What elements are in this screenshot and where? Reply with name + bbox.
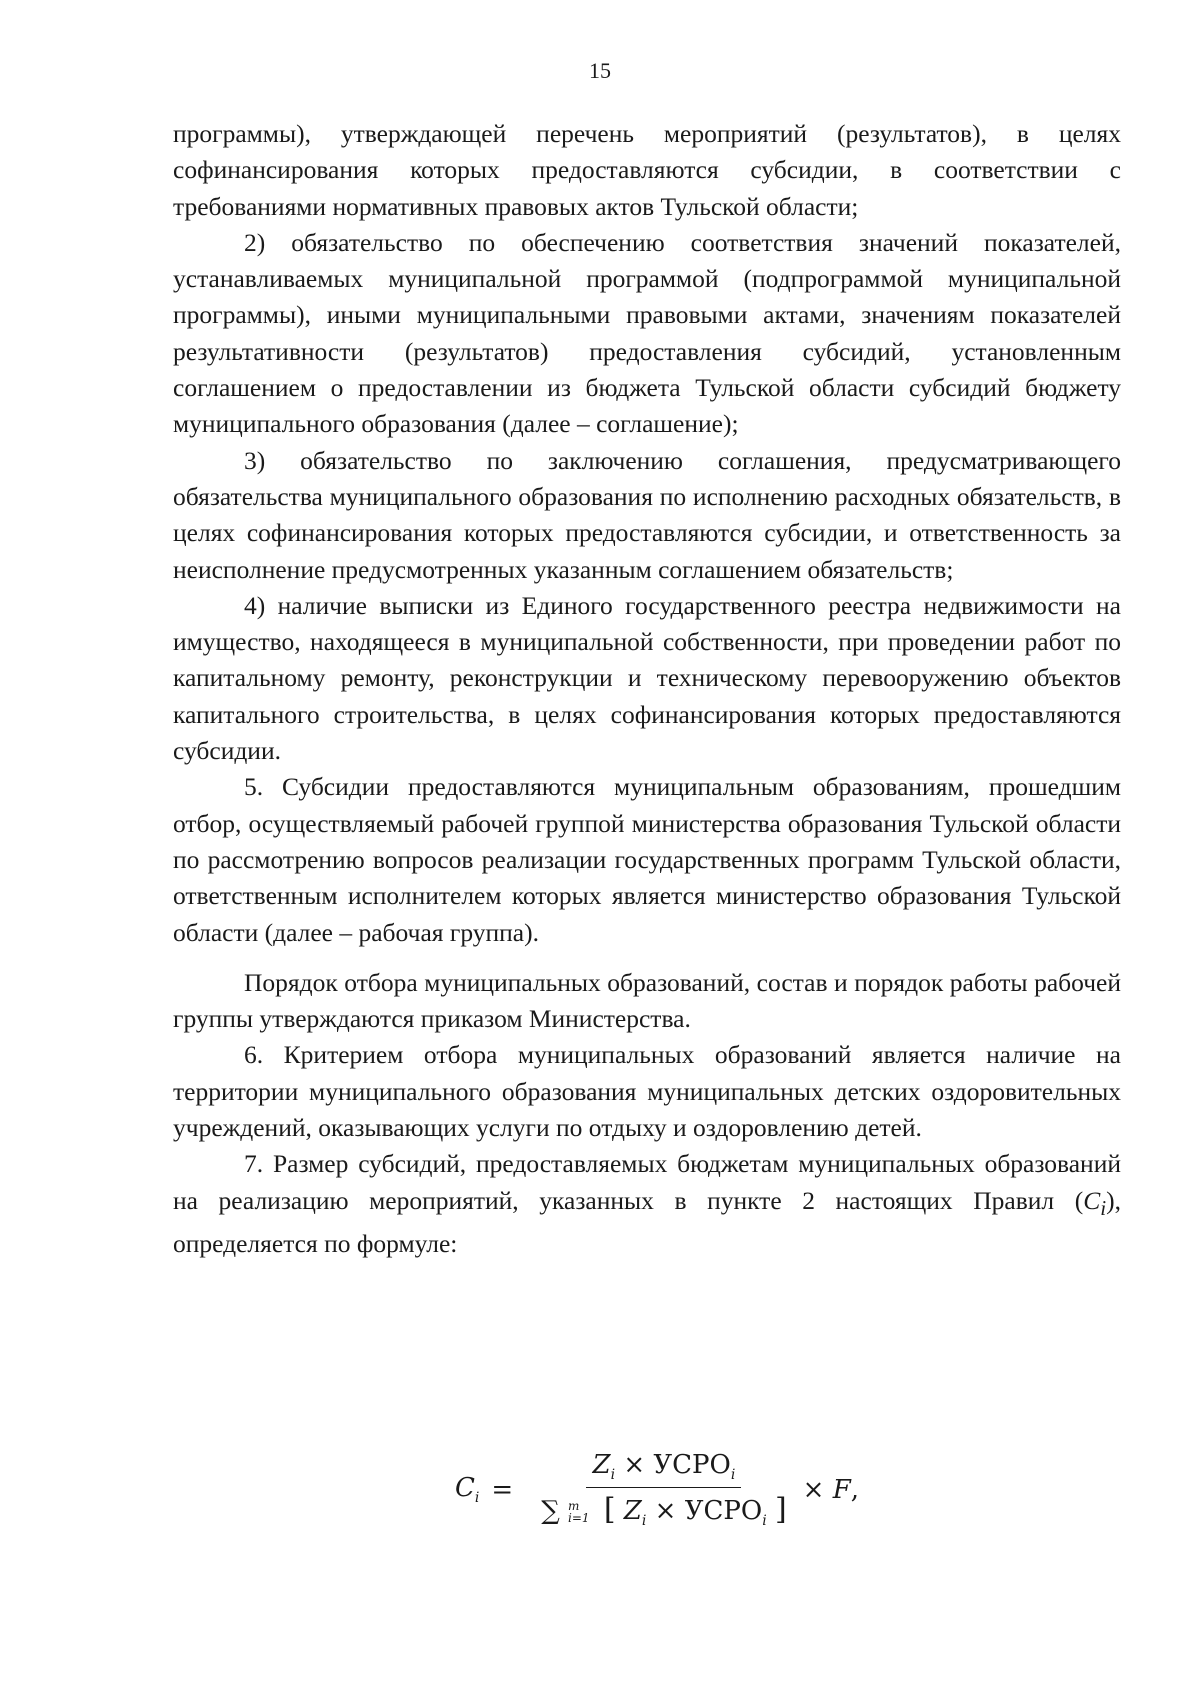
inline-variable-sub: i [1100, 1195, 1107, 1220]
paragraph-7: 6. Критерием отбора муниципальных образований является наличие на территории муниципального образования муниципальных детских оздоровительных учреждений, оказывающих услуги по отдыху и оздоровлению детей. [173, 1040, 1121, 1143]
paragraph-5: 5. Субсидии предоставляются муниципальным образованиям, прошедшим отбор, осуществляемый рабочей группой министерства образования Тульской области по рассмотрению вопросов реализации государственных программ Тульской области, ответственным исполнителем которых является министерство образования Тульской области (далее – рабочая группа). [173, 772, 1121, 947]
subsidy-formula [455, 1450, 859, 1529]
formula-fraction [535, 1450, 792, 1529]
paragraph-8-text: 7. Размер субсидий, предоставляемых бюджетам муниципальных образований на реализацию мероприятий, указанных в пункте 2 настоящих Правил ( [173, 1149, 1121, 1215]
body-text [173, 116, 1121, 1262]
formula-denominator: ∑ m i=1 [ $Z_i$ × $УСРО_i$ ] [541, 1492, 787, 1530]
sum-symbol: ∑ [541, 1496, 560, 1527]
sum-limits: m i=1 [568, 1499, 590, 1526]
paragraph-8 [173, 1146, 1121, 1262]
paragraph-1: программы), утверждающей перечень мероприятий (результатов), в целях софинансирования которых предоставляются субсидии, в соответствии с требованиями нормативных правовых актов Тульской области; [173, 119, 1121, 221]
paragraph-3: 3) обязательство по заключению соглашения, предусматривающего обязательства муниципального образования по исполнению расходных обязательств, в целях софинансирования которых предоставляются субсидии, и ответственность за неисполнение предусмотренных указанным соглашением обязательств; [173, 445, 1121, 584]
paragraph-8-tail: ), определяется по формуле: [173, 1185, 1121, 1258]
formula-times-f: × F, [802, 1474, 860, 1505]
paragraph-6: Порядок отбора муниципальных образований, состав и порядок работы рабочей группы утверждаются приказом Министерства. [173, 967, 1121, 1034]
paragraph-4: 4) наличие выписки из Единого государственного реестра недвижимости на имущество, находящееся в муниципальной собственности, при проведении работ по капитальному ремонту, реконструкции и техническому перевооружению объектов капитального строительства, в целях софинансирования которых предоставляются субсидии. [173, 590, 1121, 766]
paragraph-2: 2) обязательство по обеспечению соответствия значений показателей, устанавливаемых муниципальной программой (подпрограммой муниципальной программы), иными муниципальными правовыми актами, значениям показателей результативности (результатов) предоставления субсидий, установленным соглашением о предоставлении из бюджета Тульской области субсидий бюджету муниципального образования (далее – соглашение); [173, 227, 1121, 439]
formula-lhs: $C_i$ [455, 1473, 480, 1507]
formula-equals: = [491, 1474, 514, 1505]
inline-variable-c: C [1083, 1185, 1101, 1215]
page-number: 15 [589, 58, 611, 83]
formula-numerator: $Z_i$ × $УСРО_i$ [586, 1450, 741, 1488]
